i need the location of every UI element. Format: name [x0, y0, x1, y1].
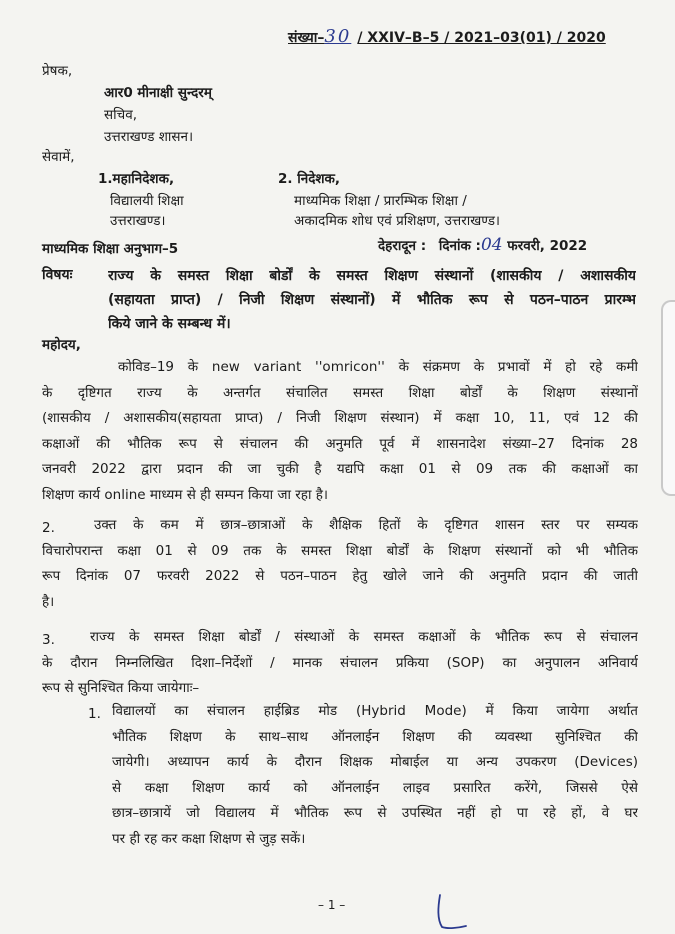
paragraph-3-number: 3.	[42, 632, 55, 648]
paragraph-line: के दृष्टिगत राज्य के अन्तर्गत संचालित समस्त शिक्षा बोर्डों के शिक्षण संस्थानों	[42, 384, 638, 401]
point-line: भौतिक शिक्षण के साथ–साथ ऑनलाईन शिक्षण की व्यवस्था सुनिश्चित की	[112, 728, 638, 745]
paragraph-line: विचारोपरान्त कक्षा 01 से 09 तक के समस्त शिक्षा बोर्डों के शिक्षण संस्थानों को भी भौतिक	[42, 542, 638, 559]
paragraph-line: शिक्षण कार्य online माध्यम से ही सम्पन किया जा रहा है।	[42, 486, 329, 503]
subject-text	[108, 264, 636, 336]
subject-label: विषयः	[42, 267, 73, 283]
paragraph-line: है।	[42, 593, 55, 610]
date-month-year: फरवरी, 2022	[507, 238, 588, 254]
handwritten-initial-mark	[432, 893, 472, 933]
sender-label: प्रेषक,	[42, 63, 73, 79]
recipient-2-title: 2. निदेशक,	[278, 171, 341, 187]
sender-designation: सचिव,	[104, 107, 137, 123]
point-line: से कक्षा शिक्षण कार्य को ऑनलाईन लाइव प्रसारित करेंगे, जिससे ऐसे	[112, 779, 638, 796]
paragraph-line: कक्षाओं की भौतिक रूप से संचालन की अनुमति पूर्व में शासनादेश संख्या–27 दिनांक 28	[42, 435, 638, 452]
subject-line: किये जाने के सम्बन्ध में।	[108, 316, 231, 332]
date-label: दिनांक :	[438, 238, 481, 254]
place: देहरादून :	[378, 238, 427, 254]
salutation: महोदय,	[42, 337, 81, 353]
paragraph-line: रूप से सुनिश्चित किया जायेगाः–	[42, 680, 200, 696]
reference-prefix: संख्या–	[288, 30, 325, 46]
paragraph-line: कोविड–19 के new variant ''omricon'' के संक्रमण के प्रभावों में हो रहे कमी	[118, 359, 638, 375]
point-line: छात्र–छात्रायें जो विद्यालय में भौतिक रूप से उपस्थित नहीं हो पा रहे हों, वे घर	[112, 805, 638, 821]
paragraph-line: जनवरी 2022 द्वारा प्रदान की जा चुकी है यद्यपि कक्षा 01 से 09 तक की कक्षाओं का	[42, 461, 638, 477]
reference-suffix: / XXIV–B–5 / 2021–03(01) / 2020	[357, 30, 606, 46]
sender-office: उत्तराखण्ड शासन।	[104, 129, 194, 145]
recipient-2-line3: अकादमिक शोध एवं प्रशिक्षण, उत्तराखण्ड।	[294, 213, 501, 229]
paragraph-line: (शासकीय / अशासकीय(सहायता प्राप्त) / निजी शिक्षण संस्थान) में कक्षा 10, 11, एवं 12 की	[42, 410, 638, 426]
paragraph-line: राज्य के समस्त शिक्षा बोर्डों / संस्थाओं के समस्त कक्षाओं के भौतिक रूप से संचालन	[90, 629, 638, 645]
point-line: विद्यालयों का संचालन हाईब्रिड मोड (Hybrid Mode) में किया जायेगा अर्थात	[112, 703, 638, 719]
paragraph-2-number: 2.	[42, 520, 55, 536]
paragraph-1	[42, 355, 638, 508]
section-name: माध्यमिक शिक्षा अनुभाग–5	[42, 241, 179, 257]
point-line: पर ही रह कर कक्षा शिक्षण से जुड़ सकें।	[112, 830, 306, 847]
place-date	[378, 236, 587, 255]
recipients-label: सेवामें,	[42, 149, 75, 165]
point-1	[112, 699, 638, 852]
reference-number	[288, 28, 606, 47]
recipient-1-line2: विद्यालयी शिक्षा	[110, 193, 184, 209]
paragraph-line: रूप दिनांक 07 फरवरी 2022 से पठन–पाठन हेतु खोले जाने की अनुमति प्रदान की जाती	[42, 568, 638, 584]
subject-line: राज्य के समस्त शिक्षा बोर्डों के समस्त शिक्षण संस्थानों (शासकीय / अशासकीय	[108, 268, 636, 284]
paragraph-3	[42, 625, 638, 702]
recipient-1-line3: उत्तराखण्ड।	[110, 213, 166, 229]
paragraph-line: के दौरान निम्नलिखित दिशा–निर्देशों / मानक संचालन प्रकिया (SOP) का अनुपालन अनिवार्य	[42, 654, 638, 671]
page-number: – 1 –	[318, 898, 346, 912]
reference-handwritten-number: 30	[324, 26, 352, 47]
date-handwritten-day: 04	[480, 235, 503, 255]
paragraph-line: उक्त के कम में छात्र–छात्राओं के शैक्षिक हितों के दृष्टिगत शासन स्तर पर सम्यक	[94, 517, 638, 533]
recipient-1-title: 1.महानिदेशक,	[98, 171, 175, 187]
paragraph-2	[42, 513, 638, 615]
sender-name: आर0 मीनाक्षी सुन्दरम्	[104, 85, 212, 101]
point-line: जायेगी। अध्यापन कार्य के दौरान शिक्षक मोबाईल या अन्य उपकरण (Devices)	[112, 754, 638, 770]
subject-line: (सहायता प्राप्त) / निजी शिक्षण संस्थानों) में भौतिक रूप से पठन–पाठन प्रारम्भ	[108, 292, 636, 308]
point-1-number: 1.	[88, 706, 101, 722]
scrollbar-handle[interactable]	[661, 300, 675, 496]
recipient-2-line2: माध्यमिक शिक्षा / प्रारम्भिक शिक्षा /	[294, 193, 467, 209]
